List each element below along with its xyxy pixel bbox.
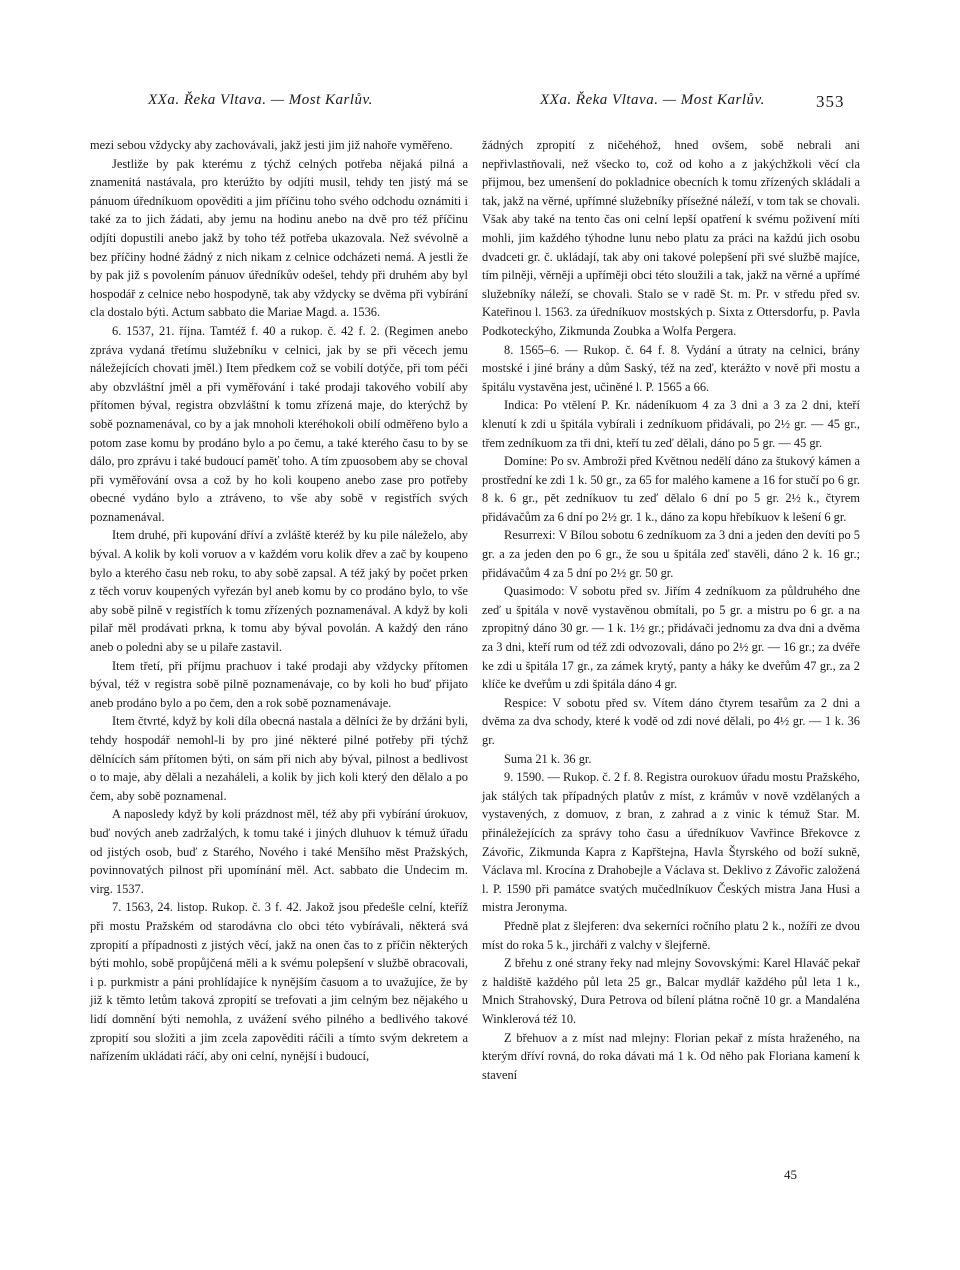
paragraph: Item druhé, při kupování dříví a zvláště kteréž by ku pile náleželo, aby býval. A kolik by koli voruov a v každém voru kolik dřev a zač by koupeno bylo a kterého času neb roku, to aby sobě zapsal. A též jaký by počet prken z těch voruv koupených vyřezán byl aneb komu by co prodáno bylo, to vše aby sobě pilně v registřích k tomu zřízených poznamenával. A když by koli pilař měl prodávati prkna, k tomu aby býval povolán. A každý den ráno aneb o poledni aby se u pilaře zastavil. bbox=[90, 528, 468, 655]
paragraph: Respice: V sobotu před sv. Vítem dáno čtyrem tesařům za 2 dni a dvěma za dva schody, které k vodě od zdi nové dělali, po 4½ gr. — 1 k. 36 gr. bbox=[482, 695, 860, 747]
paragraph: mezi sebou vždycky aby zachovávali, jakž jesti jim již nahoře vyměřeno. bbox=[90, 138, 453, 152]
paragraph: Indica: Po vtělení P. Kr. nádeníkuom 4 za 3 dni a 3 za 2 dni, kteří klenutí k zdi u špitála vybírali i zedníkuom přidávali, po 2½ gr. — 45 gr., třem zedníkuom za tři dni, kteří tu zeď dělali, dáno po 5 gr. — 45 gr. bbox=[482, 398, 860, 450]
paragraph: 7. 1563, 24. listop. Rukop. č. 3 f. 42. Jakož jsou předešle celní, kteříž při mostu Pražském od starodávna clo obci této vybírávali, některá svá zpropití a případnosti z jistých věcí, jakž na onen čas to z příčin některých býti mohlo, sobě propůjčená měli a k svému polepšení v službě obracovali, i p. purkmistr a páni prohlídajíce k nynějším časuom a to uvažujíce, že by již k těmto letům taková zpropití se trefovati a jim celným bez nějakého u lidí domnění býti nemohla, z uvážení svého pilného a bedlivého takové zpropití sou složiti a jim zcela zapověditi ráčili a tímto svým dekretem a nařízením ukládati ráčí, aby oni celní, nynější i budoucí, bbox=[90, 900, 468, 1064]
paragraph: Item čtvrté, když by koli díla obecná nastala a dělníci že by držáni byli, tehdy hospodář nemohl-li by pro jiné některé pilné potřeby při týchž dělnících sám přítomen býti, on sám při nich aby býval, pilnost a bedlivost o to maje, aby dělali a nezaháleli, a kolik by jich koli který den dělalo a po čem, aby sobě poznamenal. bbox=[90, 714, 468, 803]
paragraph: Předně plat z šlejferen: dva sekerníci ročního platu 2 k., nožíři ze dvou míst do roka 5 k., jircháři z valchy v šlejferně. bbox=[482, 918, 860, 952]
paragraph: Jestliže by pak kterému z týchž celných potřeba nějaká pilná a znamenitá nastávala, pro kterúžto by odjíti musil, tehdy ten jistý má se pánuom úředníkuom opověditi a jim příčinu toho svého odchodu oznámiti i také za to jich žádati, aby jemu na hodinu anebo na dvě pro též příčinu odjíti dopustili anebo jakž by toho též potřeba ukazovala. Než svévolně a bez příčiny hodné žádný z nich nikam z celnice odcházeti nemá. A jestli že by pak již s povolením pánuov úředníkův odešel, tehdy při druhém aby byl hospodář z celnice nebo hospodyně, tak aby vždycky se dvěma při vybírání cla dostalo býti. Actum sabbato die Mariae Magd. a. 1536. bbox=[90, 156, 468, 320]
paragraph: Quasimodo: V sobotu před sv. Jiřím 4 zedníkuom za půldruhého dne zeď u špitála v nově vystavěnou obmítali, po 5 gr. a mistru po 6 gr. a na zpropitný dáno 30 gr. — 1 k. 1½ gr.; přidávači jednomu za dva dni a dvěma za 3 dni, kteří rum od též zdi odvozovali, dáno po 2½ gr. — 16 gr.; za dvéře ke zdi u špitála 17 gr., za zámek krytý, panty a háky ke dveřům 47 gr., za 2 klíče ke dveřům u zdi špitála dáno 4 gr. bbox=[482, 584, 860, 692]
paragraph: žádných zpropití z ničehéhož, hned ovšem, sobě nebrali ani nepřivlastňovali, než všecko to, což od koho a z jakýchžkoli věcí cla přijmou, bez umenšení do pokladnice obecních k tomu zřízených skládali a tak, jakž na věrné, upřímné služebníky přísežné náleží, v tom tak se chovali. Však aby také na tento čas oni celní lepší opatření k svému poživení míti mohli, jim každého týhodne lunu nebo platu za práci na každú jich osobu dvadceti gr. č. ukládají, tak aby oni takové polepšení při své službě majíce, tím pilněji, věrněji a upříměji obci této sloužili a tak, jakž na věrné a upřímé služebníky náleží, se chovali. Stalo se v radě St. m. Pr. v středu před sv. Kateřinou l. 1563. za úředníkuov mostských p. Sixta z Ottersdorfu, p. Pavla Podkoteckýho, Zikmunda Zoubka a Wolfa Pergera. bbox=[482, 138, 860, 338]
paragraph: 6. 1537, 21. října. Tamtéž f. 40 a rukop. č. 42 f. 2. (Regimen anebo zpráva vydaná třetímu služebníku v celnici, jak by se při věcech jemu náležejících chovati jměl.) Item předkem což se vobilí dotýče, při tom péči aby obzvláštní jměl a při vyměřování i také prodaji takového vobilí aby přítomen býval, registra obzvláštní k tomu zřízená maje, do kterýchž by sobě poznamenával, co by a jak mnoholi kteréhokoli obilí odměřeno bylo a potom zase komu by prodáno bylo a po čemu, a také kterého času to by se dálo, pro zprávu i také budoucí paměť toho. A tím zpuosobem aby se choval při vyměřování ovsa a což by ho koli koupeno anebo zase pro potřeby obecné vydáno bylo a ztráveno, to vše aby sobě v registřích svých poznamenával. bbox=[90, 323, 468, 524]
paragraph: Z břehuov a z míst nad mlejny: Florian pekař z místa hraženého, na kterým dříví rovná, do roka dávati má 1 k. Od něho pak Floriana kamení k stavení bbox=[482, 1030, 860, 1082]
right-column bbox=[482, 136, 860, 1084]
paragraph: Suma 21 k. 36 gr. bbox=[504, 751, 592, 766]
page-number: 353 bbox=[816, 92, 845, 111]
paragraph: Item třetí, při příjmu prachuov i také prodaji aby vždycky přítomen býval, též v registra sobě pilně poznamenávaje, co by koli ho buď přijato aneb prodáno bylo a po čem, den a rok sobě poznamenávaje. bbox=[90, 658, 468, 710]
running-title-left: XXa. Řeka Vltava. — Most Karlův. bbox=[148, 92, 373, 108]
paragraph: Domine: Po sv. Ambroži před Květnou nedělí dáno za štukový kámen a prostřední ke zdi 1 k. 50 gr., za 65 for malého kamene a 16 for stučí po 6 gr. 8 k. 6 gr., pět zedníkuov tu zeď dělalo 6 dní po 5 gr. 2½ k., čtyrem přidávačům za 6 dní po 2½ gr. 1 k., dáno za kopu hřebíkuov k lešení 6 gr. bbox=[482, 454, 860, 524]
paragraph: Resurrexi: V Bílou sobotu 6 zedníkuom za 3 dni a jeden den devíti po 5 gr. a za jeden den po 6 gr., že sou u špitála zeď stavěli, dáno 2 k. 16 gr.; přidávačům 4 za 5 dní po 2½ gr. 50 gr. bbox=[482, 528, 860, 580]
running-header bbox=[0, 92, 960, 114]
left-column bbox=[90, 136, 468, 1066]
running-title-right: XXa. Řeka Vltava. — Most Karlův. bbox=[540, 92, 765, 108]
paragraph: Z břehu z oné strany řeky nad mlejny Sovovskými: Karel Hlaváč pekař z haldiště každého půl leta 25 gr., Balcar mydlář každého půl leta 1 k., Mnich Strahovský, Dura Petrova od bílení plátna ročně 10 gr. a Mandaléna Winklerová též 10. bbox=[482, 956, 860, 1026]
paragraph: 8. 1565–6. — Rukop. č. 64 f. 8. Vydání a útraty na celnici, brány mostské i jiné brány a dům Saský, též na zeď, kterážto v nově při mostu a špitálu vystavěna jest, učiněné l. P. 1565 a 66. bbox=[482, 342, 860, 394]
paragraph: A naposledy když by koli prázdnost měl, též aby při vybírání úrokuov, buď nových aneb zadržalých, k tomu také i jiných dluhuov k témuž úřadu od jistých osob, buď z Starého, Nového i také Menšího měst Pražských, povinnovatých pilnost při upomínání měl. Act. sabbato die Undecim m. virg. 1537. bbox=[90, 807, 468, 896]
signature-mark: 45 bbox=[784, 1167, 797, 1182]
paragraph: 9. 1590. — Rukop. č. 2 f. 8. Registra ourokuov úřadu mostu Pražského, jak stálých tak případných platův z míst, z krámův v nově vzdělaných a vystavených, z domuov, z bran, z zahrad a z vinic k témuž Star. M. přináležejících za správy toho času a úředníkuov Vavřince Břekovce z Závořic, Zikmunda Kapra z Kapřštejna, Havla Štyrského od boží sukně, Václava ml. Krocína z Drahobejle a Václava st. Deklivo z Závořic založená l. P. 1590 při památce svatých mučedlníkuov Českých mistra Jana Husi a mistra Jeronyma. bbox=[482, 770, 860, 915]
